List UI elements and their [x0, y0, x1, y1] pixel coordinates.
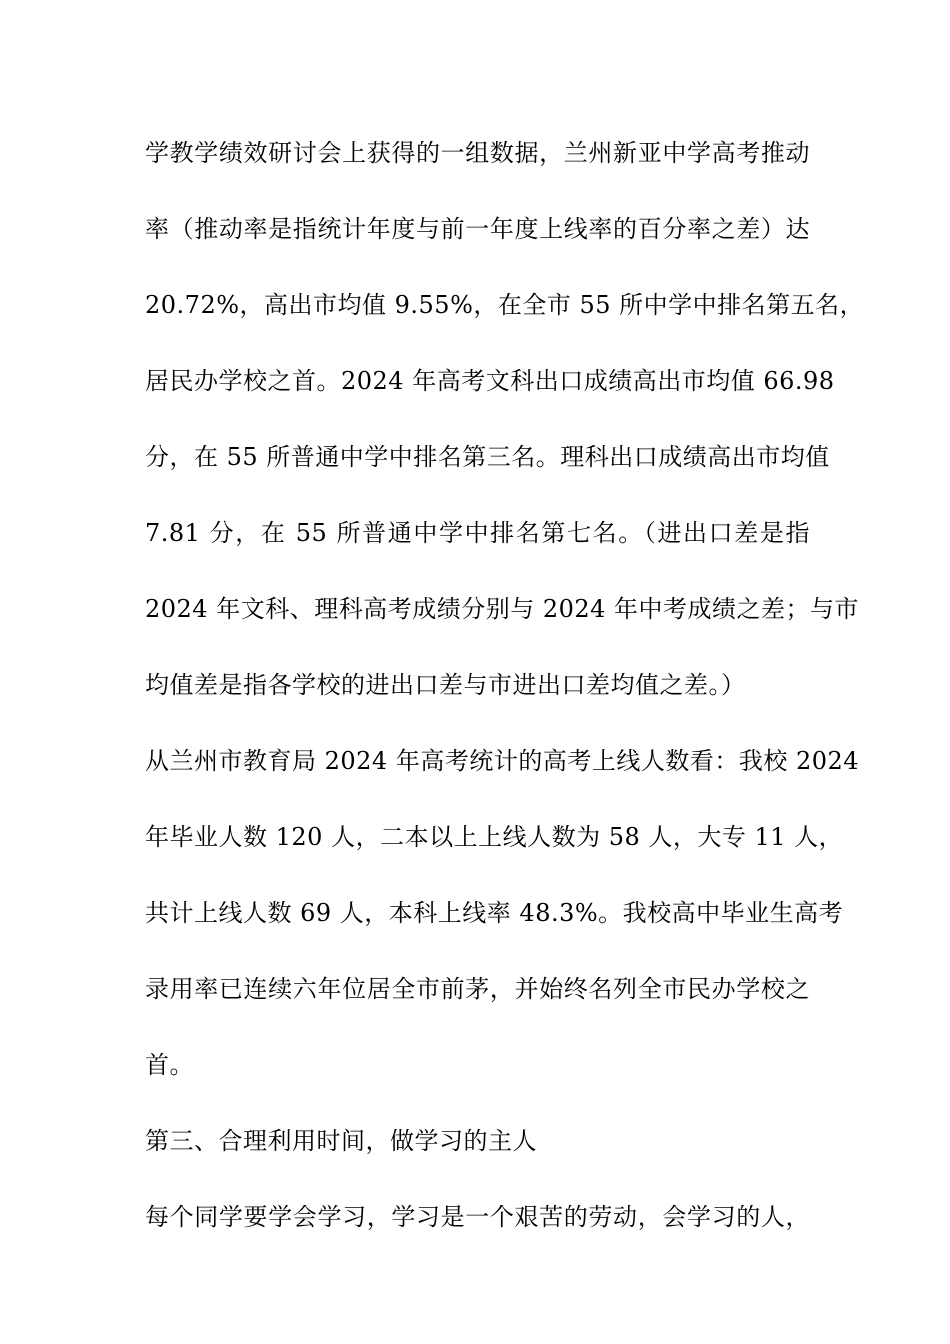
section-heading: [145, 1103, 810, 1179]
paragraph-line: 从兰州市教育局 2024 年高考统计的高考上线人数看：我校 2024: [145, 747, 860, 775]
paragraph-line: 均值差是指各学校的进出口差与市进出口差均值之差。）: [145, 671, 746, 699]
paragraph-line: 率（推动率是指统计年度与前一年度上线率的百分率之差）达: [145, 215, 810, 243]
section-heading-text: 第三、合理利用时间，做学习的主人: [145, 1127, 537, 1155]
paragraph-line: 居民办学校之首。2024 年高考文科出口成绩高出市均值 66.98: [145, 367, 835, 395]
paragraph-line: 学教学绩效研讨会上获得的一组数据，兰州新亚中学高考推动: [145, 139, 810, 167]
paragraph-1: [145, 115, 865, 723]
paragraph-line: 共计上线人数 69 人，本科上线率 48.3%。我校高中毕业生高考: [145, 899, 844, 927]
paragraph-line: 年毕业人数 120 人，二本以上上线人数为 58 人，大专 11 人，: [145, 823, 844, 851]
document-body: [145, 115, 865, 1255]
paragraph-3: [145, 1179, 810, 1255]
paragraph-line: 录用率已连续六年位居全市前茅，并始终名列全市民办学校之: [145, 975, 810, 1003]
paragraph-line: 首。: [145, 1051, 194, 1079]
paragraph-line: 每个同学要学会学习，学习是一个艰苦的劳动，会学习的人，: [145, 1203, 810, 1231]
paragraph-line: 分，在 55 所普通中学中排名第三名。理科出口成绩高出市均值: [145, 443, 830, 471]
paragraph-line: 2024 年文科、理科高考成绩分别与 2024 年中考成绩之差；与市: [145, 595, 860, 623]
paragraph-line: 20.72%，高出市均值 9.55%，在全市 55 所中学中排名第五名，: [145, 291, 865, 319]
paragraph-line: 7.81 分，在 55 所普通中学中排名第七名。（进出口差是指: [145, 519, 810, 547]
paragraph-2: [145, 723, 860, 1103]
